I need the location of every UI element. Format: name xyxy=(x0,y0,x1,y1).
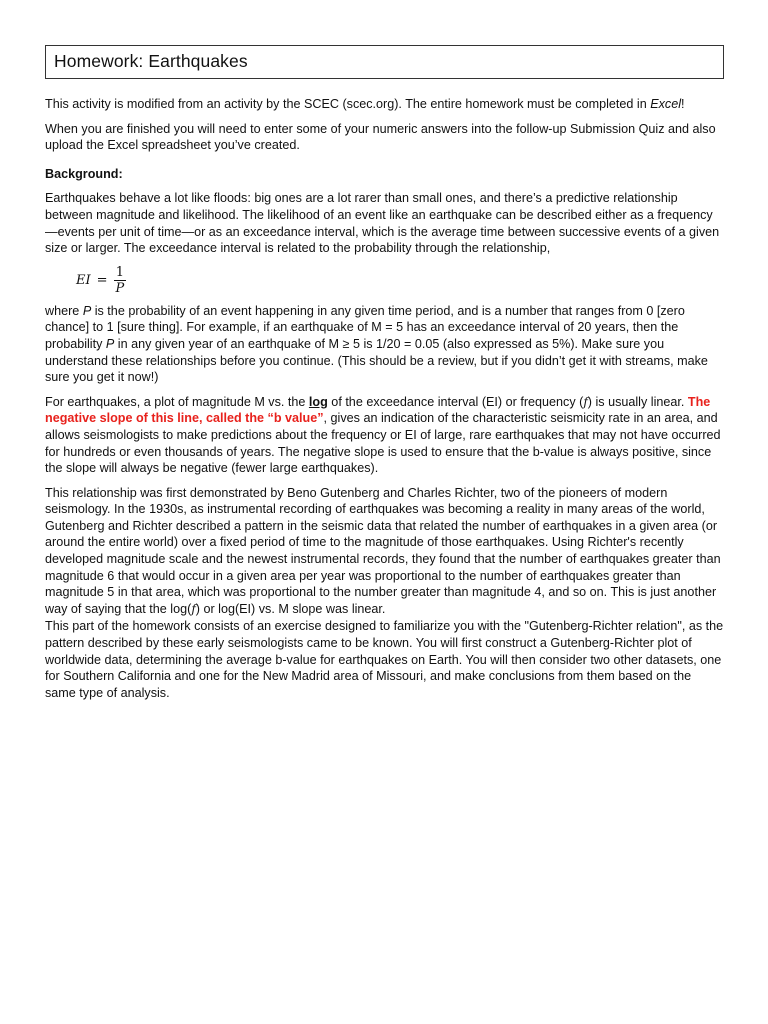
log-text-4: , gives an indication of the characteristic seismicity rate in an area, and allows seismologists to make predictions about the frequency or EI of large, rare earthquakes that may not have occurred for hundreds or even thousands of years. The negative slope is used to ensure that the b-value is always positive, since the slope will always be negative (fewer large earthquakes). xyxy=(45,411,721,476)
where-var-p2: P xyxy=(105,336,115,351)
equation-fraction xyxy=(114,265,127,296)
equation-denominator: P xyxy=(115,281,125,297)
intro-paragraph-2: When you are finished you will need to enter some of your numeric answers into the follow-up Submission Quiz and also upload the Excel spreadsheet you’ve created. xyxy=(45,121,716,153)
frequency-symbol-2: f xyxy=(191,601,196,616)
intro-paragraph-1 xyxy=(45,96,724,113)
log-text-3: ) is usually linear. xyxy=(587,394,688,409)
equation-numerator: 1 xyxy=(115,265,125,281)
where-text-2: is the probability of an event happening in any given time period, and is a number that ranges from 0 [zero chance] to 1 [sure thing]. For example, if an earthquake of M = 5 has an exceedance interval of 20 years, then the probability xyxy=(45,303,685,351)
document-page xyxy=(45,45,724,701)
intro-p1-excel: Excel xyxy=(650,97,681,111)
background-paragraph-5: This part of the homework consists of an exercise designed to familiarize you with the "Gutenberg-Richter relation", as the pattern described by these early seismologists came to be known. You will first construct a Gutenberg-Richter plot of worldwide data, determining the average b-value for earthquakes on Earth. You will then consider two other datasets, one for Southern California and one for the New Madrid area of Missouri, and make conclusions from them based on the same type of analysis. xyxy=(45,619,724,700)
exceedance-equation xyxy=(76,261,724,301)
history-text-2: ) or log(EI) vs. M slope was linear. xyxy=(195,601,386,616)
history-text-1: This relationship was first demonstrated by Beno Gutenberg and Charles Richter, two of the pioneers of modern seismology. In the 1930s, as instrumental recording of earthquakes was becoming a reality in many areas of the world, Gutenberg and Richter described a pattern in the seismic data that related the number of earthquakes in a given area (or around the entire world) over a fixed period of time to the magnitude of those earthquakes. Using Richter's recently developed magnitude scale and the newest instrumental records, they found that the number of earthquakes greater than magnitude 6 that would occur in a given area per year was proportional to the number of earthquakes greater than magnitude 5 in that area, which was proportional to the number greater than magnitude 4, and so on. This is just another way of saying that the log( xyxy=(45,485,721,616)
equation-equals: = xyxy=(96,273,108,289)
log-word: log xyxy=(308,394,328,409)
background-paragraph-1: Earthquakes behave a lot like floods: big ones are a lot rarer than small ones, and there’s a predictive relationship between magnitude and likelihood. The likelihood of an event like an earthquake can be described either as a frequency—events per unit of time—or as an exceedance interval, which is the average time between successive events of a given size or larger. The exceedance interval is related to the probability through the relationship, xyxy=(45,191,720,256)
where-text-1: where xyxy=(45,303,83,318)
log-text-1: For earthquakes, a plot of magnitude M vs. the xyxy=(45,394,309,409)
b-value-highlight: The negative slope of this line, called the “b value” xyxy=(45,394,711,426)
log-text-2: of the exceedance interval (EI) or frequency ( xyxy=(327,394,584,409)
where-var-p: P xyxy=(82,303,92,318)
page-title-text: Homework: Earthquakes xyxy=(54,51,248,71)
background-paragraph-2 xyxy=(45,303,724,386)
where-text-3: in any given year of an earthquake of M ≥ 5 is 1/20 = 0.05 (also expressed as 5%). Make sure you understand these relationships before you continue. (This should be a review, but if you didn’t get it with streams, make sure you get it now!) xyxy=(45,336,708,385)
frequency-symbol: f xyxy=(583,394,588,409)
equation-lhs: EI xyxy=(76,273,91,289)
page-title xyxy=(45,45,724,79)
intro-p1-end: ! xyxy=(681,97,685,111)
background-paragraph-3 xyxy=(45,394,724,477)
background-heading: Background: xyxy=(45,166,123,181)
intro-p1-text: This activity is modified from an activity by the SCEC (scec.org). The entire homework must be completed in xyxy=(45,97,651,111)
background-paragraph-4 xyxy=(45,485,724,618)
